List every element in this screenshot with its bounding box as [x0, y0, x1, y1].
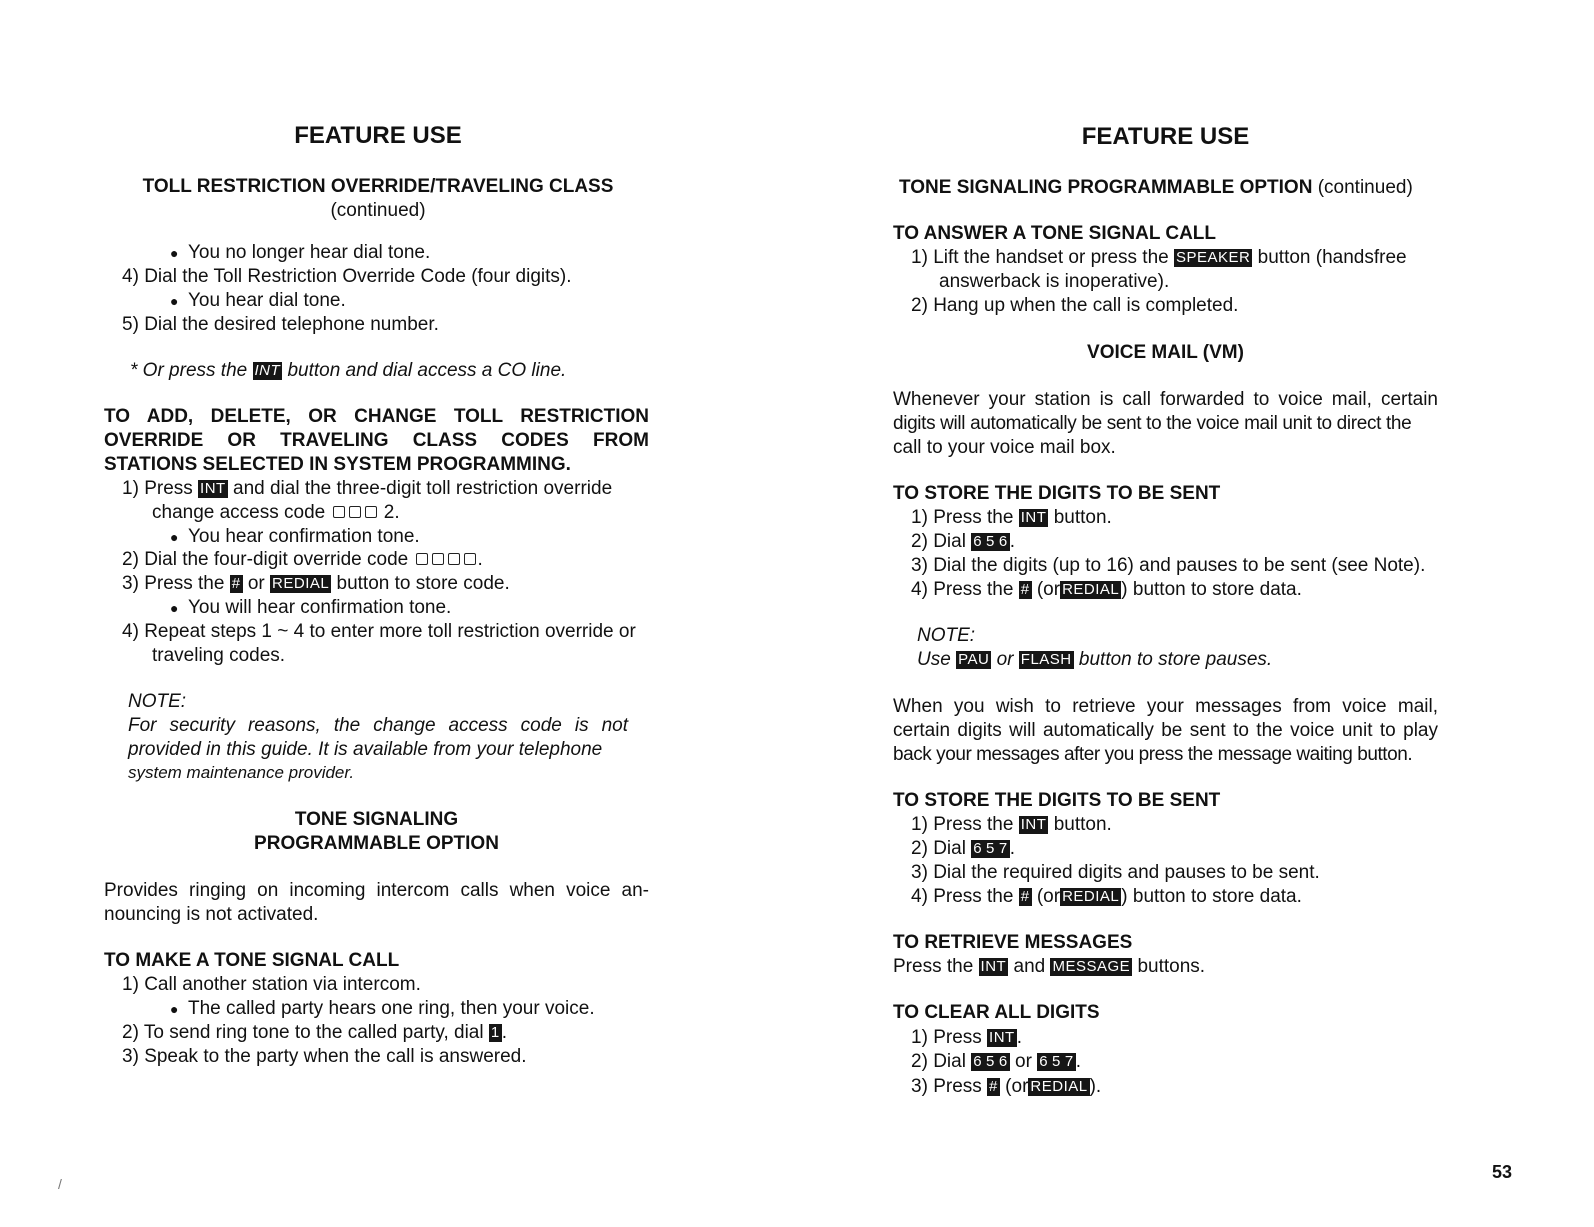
digit-box-icon: [365, 506, 377, 518]
list-item: 1) Press the INT button.: [911, 507, 1112, 528]
digit-box-icon: [448, 553, 460, 565]
hash-key: #: [1020, 888, 1030, 905]
digit-6-key: 6: [973, 1053, 983, 1070]
note-label: NOTE:: [128, 691, 187, 712]
tone-description: nouncing is not activated.: [104, 904, 319, 925]
toll-heading: TOLL RESTRICTION OVERRIDE/TRAVELING CLASS: [142, 176, 614, 197]
int-key: INT: [1020, 816, 1047, 833]
digit-box-icon: [464, 553, 476, 565]
page-number: 53: [1491, 1162, 1512, 1182]
digit-box-icon: [416, 553, 428, 565]
list-item: 2) Hang up when the call is completed.: [911, 295, 1239, 316]
tsp-heading: TONE SIGNALING PROGRAMMABLE OPTION (continued): [899, 177, 1413, 198]
list-item: change access code 2.: [152, 502, 400, 523]
digit-6-key: 6: [998, 533, 1008, 550]
clear-digits-heading: TO CLEAR ALL DIGITS: [893, 1002, 1100, 1023]
list-item: 4) Press the # (or REDIAL ) button to store data.: [911, 886, 1302, 907]
list-item: 2) Dial 6 5 7 .: [911, 838, 1016, 859]
list-item: ● The called party hears one ring, then your voice.: [170, 998, 595, 1019]
digit-5-key: 5: [986, 533, 995, 550]
note-line: Use PAU or FLASH button to store pauses.: [917, 649, 1273, 670]
list-item: answerback is inoperative).: [939, 271, 1170, 292]
bullet-icon: ●: [170, 529, 179, 545]
list-item: 1) Press the INT button.: [911, 814, 1112, 835]
redial-key: REDIAL: [1030, 1078, 1088, 1095]
hash-key: #: [1020, 581, 1030, 598]
redial-key: REDIAL: [1062, 888, 1120, 905]
scan-mark: /: [58, 1176, 62, 1192]
retrieve-heading: TO RETRIEVE MESSAGES: [893, 932, 1133, 953]
list-item: ● You hear confirmation tone.: [170, 526, 420, 547]
list-item: ● You hear dial tone.: [170, 290, 346, 311]
list-item: ● You no longer hear dial tone.: [170, 242, 431, 263]
answer-heading: TO ANSWER A TONE SIGNAL CALL: [893, 223, 1217, 244]
digit-5-key: 5: [986, 840, 995, 857]
digit-box-icon: [349, 506, 361, 518]
note-line: provided in this guide. It is available from your telephone: [128, 739, 603, 760]
bullet-icon: ●: [170, 600, 179, 616]
digit-6-key: 6: [1039, 1053, 1049, 1070]
add-heading-line: STATIONS SELECTED IN SYSTEM PROGRAMMING.: [104, 454, 571, 475]
list-item: traveling codes.: [152, 645, 286, 666]
digit-5-key: 5: [986, 1053, 995, 1070]
int-key: INT: [254, 362, 281, 379]
digit-6-key: 6: [973, 840, 983, 857]
right-page-title: FEATURE USE: [1081, 123, 1250, 150]
hash-key: #: [989, 1078, 998, 1095]
digit-7-key: 7: [1064, 1053, 1074, 1070]
int-key: INT: [989, 1029, 1015, 1046]
speaker-key: SPEAKER: [1176, 249, 1251, 266]
list-item: 1) Call another station via intercom.: [122, 974, 421, 995]
hash-key: #: [231, 575, 241, 592]
vm-description: digits will automatically be sent to the voice mail unit to direct the: [893, 413, 1412, 434]
flash-key: FLASH: [1020, 651, 1072, 668]
list-item: 1) Lift the handset or press the SPEAKER button (handsfree: [911, 247, 1407, 268]
int-key: INT: [200, 480, 226, 497]
list-item: 3) Press the # or REDIAL button to store code.: [122, 573, 510, 594]
list-item: 3) Speak to the party when the call is answered.: [122, 1046, 527, 1067]
toll-continued: (continued): [330, 200, 426, 221]
digit-6-key: 6: [998, 1053, 1008, 1070]
list-item: 3) Dial the required digits and pauses to be sent.: [911, 862, 1320, 883]
store-digits-heading: TO STORE THE DIGITS TO BE SENT: [893, 483, 1221, 504]
int-key: INT: [980, 958, 1007, 975]
list-item: 2) Dial the four-digit override code .: [122, 549, 483, 570]
bullet-icon: ●: [170, 1001, 179, 1017]
list-item: 2) Dial 6 5 6 or 6 5 7 .: [911, 1051, 1082, 1072]
note-line: For security reasons, the change access code is not: [128, 715, 628, 736]
list-item: 5) Dial the desired telephone number.: [122, 314, 439, 335]
store-digits-heading: TO STORE THE DIGITS TO BE SENT: [893, 790, 1221, 811]
message-key: MESSAGE: [1052, 958, 1131, 975]
retrieve-description: back your messages after you press the message waiting button.: [893, 744, 1413, 765]
add-heading-line: TO ADD, DELETE, OR CHANGE TOLL RESTRICTION: [104, 406, 649, 427]
list-item: 2) To send ring tone to the called party, dial 1 .: [122, 1022, 507, 1043]
digit-6-key: 6: [973, 533, 983, 550]
retrieve-description: When you wish to retrieve your messages from voice mail,: [893, 696, 1438, 717]
list-item: 1) Press INT and dial the three-digit toll restriction override: [122, 478, 613, 499]
list-item: 2) Dial 6 5 6 .: [911, 531, 1016, 552]
list-item: 3) Press # (or REDIAL ).: [911, 1076, 1102, 1097]
list-item: 4) Press the # (or REDIAL ) button to store data.: [911, 579, 1302, 600]
bullet-icon: ●: [170, 245, 179, 261]
digit-box-icon: [333, 506, 345, 518]
vm-description: Whenever your station is call forwarded to voice mail, certain: [893, 389, 1438, 410]
list-item: 1) Press INT .: [911, 1027, 1022, 1048]
tone-description: Provides ringing on incoming intercom calls when voice an-: [104, 880, 649, 901]
redial-key: REDIAL: [1062, 581, 1120, 598]
retrieve-instruction: Press the INT and MESSAGE buttons.: [893, 956, 1206, 977]
digit-5-key: 5: [1052, 1053, 1061, 1070]
digit-7-key: 7: [998, 840, 1008, 857]
note-line: system maintenance provider.: [128, 763, 355, 782]
list-item: 4) Dial the Toll Restriction Override Code (four digits).: [122, 266, 572, 287]
or-press-note: * Or press the INT button and dial access a CO line.: [130, 360, 567, 381]
tone-heading: TONE SIGNALING: [294, 809, 459, 830]
make-call-heading: TO MAKE A TONE SIGNAL CALL: [104, 950, 400, 971]
voice-mail-heading: VOICE MAIL (VM): [1087, 342, 1244, 363]
tone-heading: PROGRAMMABLE OPTION: [254, 833, 499, 854]
note-label: NOTE:: [917, 625, 976, 646]
bullet-icon: ●: [170, 293, 179, 309]
digit-box-icon: [432, 553, 444, 565]
vm-description: call to your voice mail box.: [893, 437, 1116, 458]
pau-key: PAU: [958, 651, 990, 668]
redial-key: REDIAL: [272, 575, 330, 592]
add-heading-line: OVERRIDE OR TRAVELING CLASS CODES FROM: [104, 430, 649, 451]
list-item: 3) Dial the digits (up to 16) and pauses to be sent (see Note).: [911, 555, 1426, 576]
retrieve-description: certain digits will automatically be sent to the voice unit to play: [893, 720, 1438, 741]
int-key: INT: [1020, 509, 1047, 526]
list-item: 4) Repeat steps 1 ~ 4 to enter more toll restriction override or: [122, 621, 636, 642]
digit-1-key: 1: [490, 1024, 500, 1041]
list-item: ● You will hear confirmation tone.: [170, 597, 452, 618]
left-page-title: FEATURE USE: [294, 122, 462, 149]
